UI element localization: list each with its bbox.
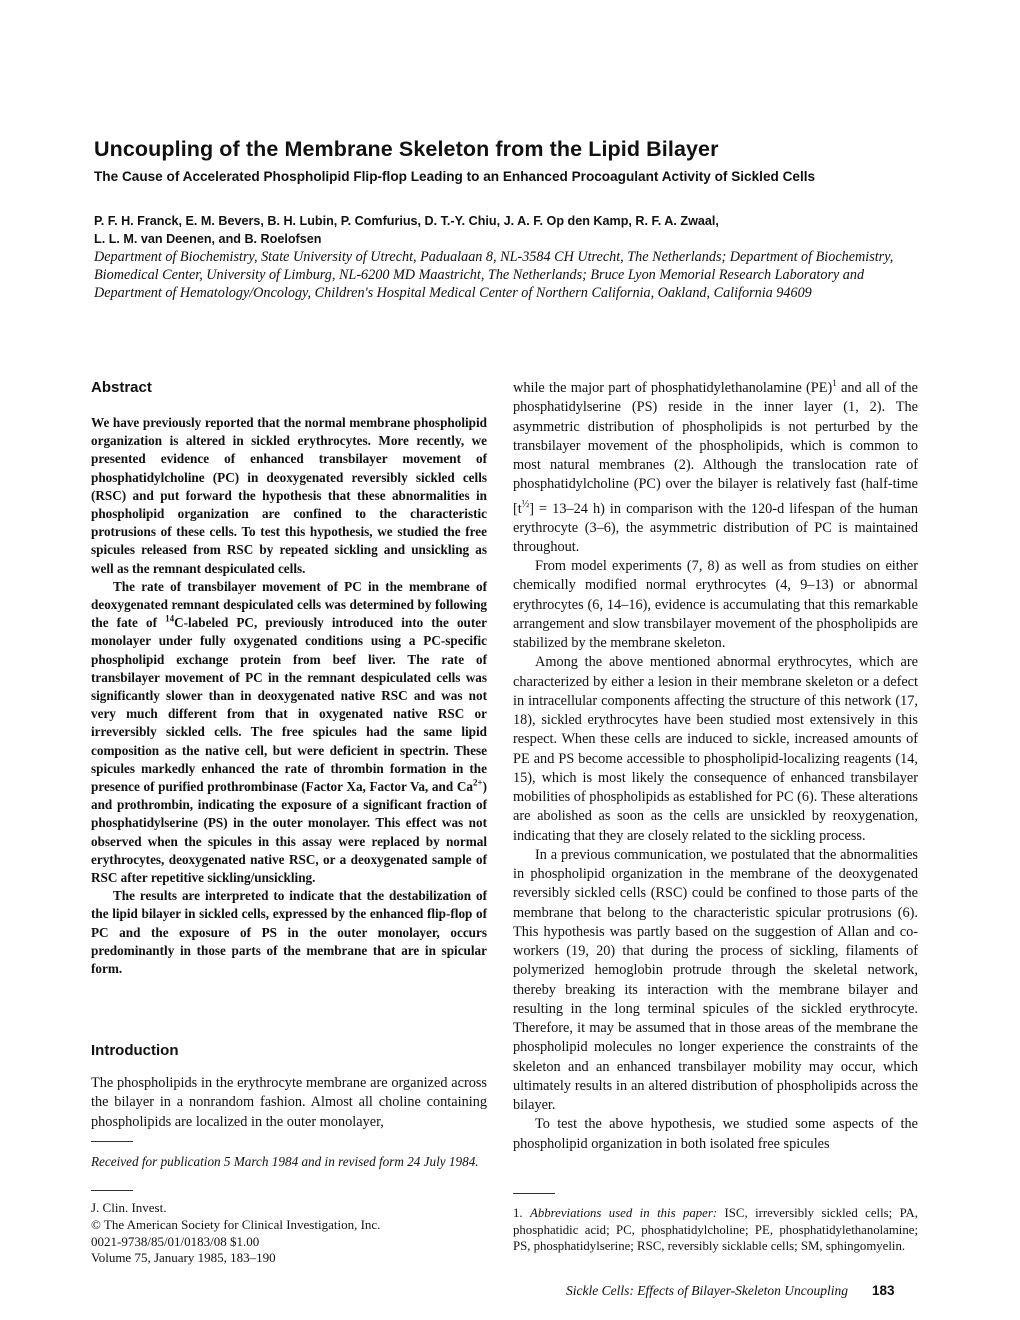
author-line-2: L. L. M. van Deenen, and B. Roelofsen [94, 231, 322, 246]
footnote-label: Abbreviations used in this paper: [530, 1206, 718, 1220]
half-fraction: ½ [521, 498, 530, 510]
footnote-divider-right [513, 1193, 555, 1194]
introduction-body [91, 1074, 487, 1132]
right-paragraph-5: To test the above hypothesis, we studied some aspects of the phospholipid organization in both isolated free spicules [513, 1116, 918, 1152]
abstract-p2-part-b: C-labeled PC, previously introduced into the outer monolayer under fully oxygenated conditions using a PC-specific phospholipid exchange protein from beef liver. The rate of transbilayer movement of PC in the remnant despiculated cells was significantly slower than in deoxygenated native RSC and was not very much different from that in oxygenated native RSC or irreversibly sickled cells. The free spicules had the same lipid composition as the native cell, but were deficient in spectrin. These spicules markedly enhanced the rate of thrombin formation in the presence of purified prothrombinase (Factor Xa, Factor Va, and Ca [91, 615, 487, 795]
abstract-heading: Abstract [91, 379, 152, 396]
right-paragraph-4: In a previous communication, we postulated that the abnormalities in phospholipid organization in the membrane of the deoxygenated reversibly sickled cells (RSC) could be confined to those parts of the membrane that belong to the characteristic spicular protrusions (6). This hypothesis was partly based on the suggestion of Allan and co-workers (19, 20) that during the process of sickling, filaments of polymerized hemoglobin protrude through the skeletal network, thereby breaking its interaction with the membrane bilayer and resulting in the long terminal spicules of the sickled erythrocyte. Therefore, it may be assumed that in those areas of the membrane the phospholipid molecules no longer experience the constraints of the skeleton and an enhanced transbilayer mobility may occur, which ultimately results in an altered distribution of phospholipids across the bilayer. [513, 846, 918, 1114]
right-p1-part-b: and all of the phosphatidylserine (PS) reside in the inner layer (1, 2). The asymmetric distribution of phospholipids is not perturbed by the transbilayer movement of the phospholipids, which is common to most natural membranes (2). Although the translocation rate of phosphatidylcholine (PC) over the bilayer is relatively fast (half-time [t [513, 380, 918, 517]
abstract-p2-part-a: The rate of transbilayer movement of PC in the membrane of deoxygenated remnant despiculated cells was determined by following the fate of [91, 578, 487, 631]
journal-info [91, 1200, 487, 1267]
abstract-paragraph-2 [91, 578, 487, 887]
issn-line: 0021-9738/85/01/0183/08 $1.00 [91, 1233, 260, 1249]
footnote-ref-1: 1 [832, 378, 837, 389]
introduction-heading: Introduction [91, 1042, 179, 1059]
copyright-line: © The American Society for Clinical Investigation, Inc. [91, 1216, 381, 1232]
volume-line: Volume 75, January 1985, 183–190 [91, 1250, 276, 1266]
right-paragraph-2: From model experiments (7, 8) as well as from studies on either chemically modified normal erythrocytes (4, 9–13) or abnormal erythrocytes (6, 14–16), evidence is accumulating that this remarkable arrangement and slow transbilayer movement of the phospholipids are stabilized by the membrane skeleton. [513, 558, 918, 652]
received-note: Received for publication 5 March 1984 and in revised form 24 July 1984. [91, 1154, 479, 1169]
running-head: Sickle Cells: Effects of Bilayer-Skeleton Uncoupling [566, 1283, 849, 1298]
right-column-body [513, 379, 918, 1154]
right-p1-part-a: while the major part of phosphatidylethanolamine (PE) [513, 380, 833, 396]
abstract-paragraph-1: We have previously reported that the normal membrane phospholipid organization is altered in sickled erythrocytes. More recently, we presented evidence of enhanced transbilayer movement of phosphatidylcholine (PC) in deoxygenated reversibly sickled cells (RSC) and put forward the hypothesis that these abnormalities in phospholipid organization are confined to the characteristic protrusions of these cells. To test this hypothesis, we studied the free spicules released from RSC by repeated sickling and unsickling as well as the remnant despiculated cells. [91, 415, 487, 576]
right-p1-part-c: ] = 13–24 h) in comparison with the 120-d lifespan of the human erythrocyte (3–6), the asymmetric distribution of PC is maintained throughout. [513, 500, 918, 555]
carbon-14-superscript: 14 [165, 613, 175, 624]
author-list [94, 213, 914, 248]
calcium-charge-superscript: 2+ [472, 777, 483, 788]
page-number: 183 [872, 1283, 895, 1298]
abstract-paragraph-3: The results are interpreted to indicate that the destabilization of the lipid bilayer in sickled cells, expressed by the enhanced flip-flop of PC and the exposure of PS in the outer monolayer, occurs predominantly in those parts of the membrane that are in spicular form. [91, 888, 487, 977]
introduction-paragraph-1: The phospholipids in the erythrocyte membrane are organized across the bilayer in a nonrandom fashion. Almost all choline containing phospholipids are localized in the outer monolayer, [91, 1075, 487, 1130]
footnote-number: 1. [513, 1206, 523, 1220]
journal-divider [91, 1190, 133, 1191]
article-subtitle: The Cause of Accelerated Phospholipid Flip-flop Leading to an Enhanced Procoagulant Activity of Sickled Cells [94, 169, 816, 184]
right-paragraph-3: Among the above mentioned abnormal erythrocytes, which are characterized by either a lesion in their membrane skeleton or a defect in intracellular components affecting the structure of this network (17, 18), sickled erythrocytes have been studied most extensively in this respect. When these cells are induced to sickle, increased amounts of PE and PS become accessible to phospholipid-localizing reagents (14, 15), which is most likely the consequence of enhanced transbilayer mobilities of phospholipids as established for PC (6). These alterations are abolished as soon as the cells are unsickled by reoxygenation, indicating that they are closely related to the sickling process. [513, 654, 918, 844]
abbreviations-footnote [513, 1205, 918, 1255]
abstract-p2-part-c: ) and prothrombin, indicating the exposure of a significant fraction of phosphatidylserine (PS) in the outer monolayer. This effect was not observed when the spicules in this assay were replaced by normal erythrocytes, deoxygenated native RSC, or a deoxygenated sample of RSC after repetitive sickling/unsickling. [91, 779, 487, 886]
right-paragraph-1 [513, 379, 918, 557]
abstract-body [91, 414, 487, 978]
author-affiliations: Department of Biochemistry, State University of Utrecht, Padualaan 8, NL-3584 CH Utrecht, The Netherlands; Department of Biochemistry, Biomedical Center, University of Limburg, NL-6200 MD Maastricht, The Netherlands; Bruce Lyon Memorial Research Laboratory and Department of Hematology/Oncology, Children's Hospital Medical Center of Northern California, Oakland, California 94609 [94, 249, 894, 301]
footnote-text: ISC, irreversibly sickled cells; PA, phosphatidic acid; PC, phosphatidylcholine; PE, phosphatidylethanolamine; PS, phosphatidylserine; RSC, reversibly sicklable cells; SM, sphingomyelin. [513, 1206, 918, 1253]
article-title: Uncoupling of the Membrane Skeleton from the Lipid Bilayer [94, 137, 719, 161]
journal-name: J. Clin. Invest. [91, 1200, 167, 1215]
author-line-1: P. F. H. Franck, E. M. Bevers, B. H. Lubin, P. Comfurius, D. T.-Y. Chiu, J. A. F. Op den Kamp, R. F. A. Zwaal, [94, 214, 719, 228]
footnote-divider-left [91, 1141, 133, 1142]
